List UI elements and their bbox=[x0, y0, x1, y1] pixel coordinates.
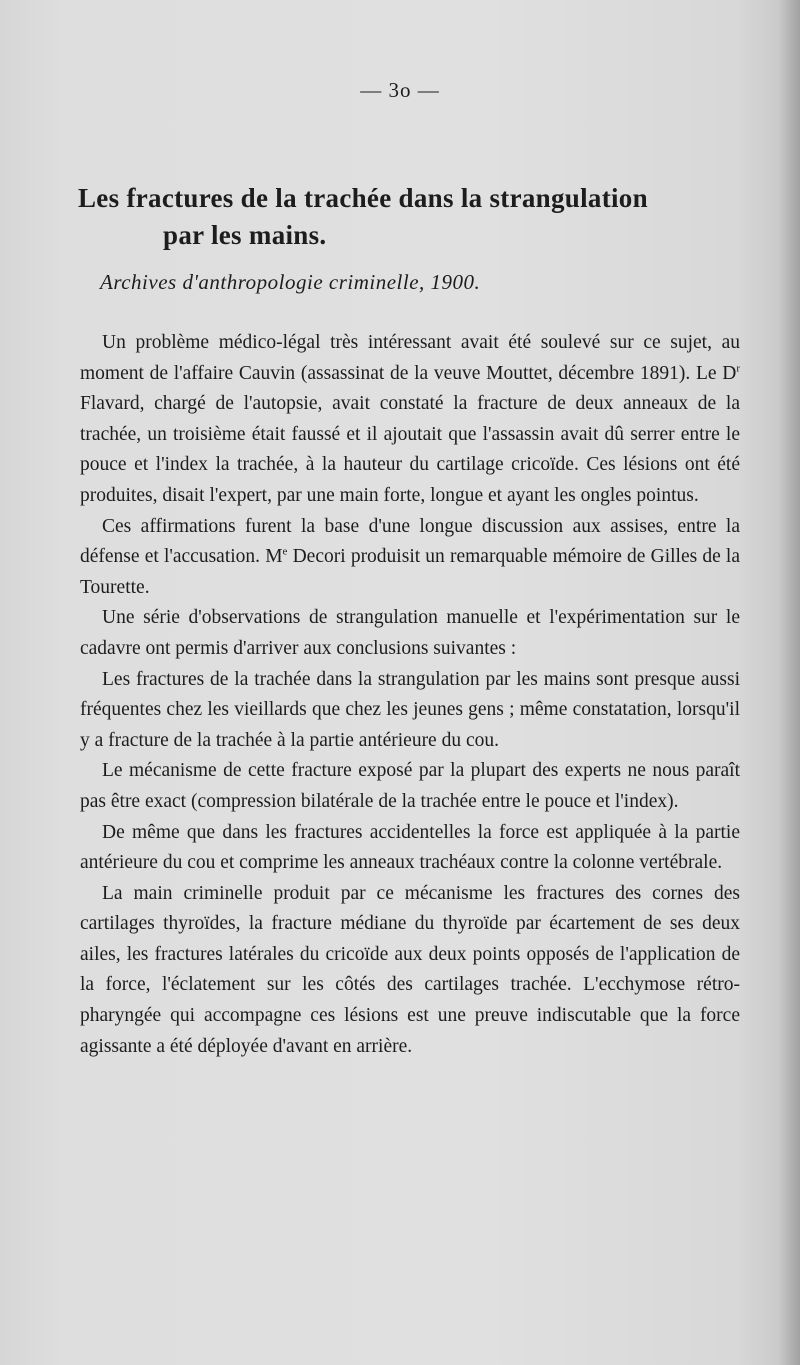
paragraph-1 bbox=[80, 328, 740, 512]
paragraph-7: La main criminelle produit par ce mécanisme les fractures des cornes des cartilages thyroïdes, la fracture médiane du thyroïde par écartement de ses deux ailes, les fractures latérales du cricoïde aux deux points opposés de l'application de la force, l'éclatement sur les côtés des cartilages trachée. L'ecchymose rétro-pharyngée qui accompagne ces lésions est une preuve indiscutable que la force agissante a été déployée d'avant en arrière. bbox=[80, 882, 740, 1057]
paragraph-1-part-b: Flavard, chargé de l'autopsie, avait constaté la fracture de deux anneaux de la trachée, un troisième était faussé et il ajoutait que l'assassin avait dû serrer entre le pouce et l'index la trachée, à la hauteur du cartilage cricoïde. Ces lésions ont été produites, disait l'expert, par une main forte, longue et ayant les ongles pointus. bbox=[80, 393, 740, 506]
title-line-1: Les fractures de la trachée dans la strangulation bbox=[78, 183, 648, 213]
paragraph-2 bbox=[80, 512, 740, 604]
paragraph-1-superscript: r bbox=[736, 362, 740, 375]
page-number: — 3o — bbox=[360, 78, 440, 102]
paragraph-1-part-a: Un problème médico-légal très intéressant avait été soulevé sur ce sujet, au moment de l'affaire Cauvin (assassinat de la veuve Mouttet, décembre 1891). Le D bbox=[80, 332, 740, 384]
paragraph-4: Les fractures de la trachée dans la strangulation par les mains sont presque aussi fréquentes chez les vieillards que chez les jeunes gens ; même constatation, lorsqu'il y a fracture de la trachée à la partie antérieure du cou. bbox=[80, 668, 740, 751]
title-line-2: par les mains. bbox=[163, 220, 327, 250]
page-edge-shadow bbox=[778, 0, 800, 1365]
article-title bbox=[78, 180, 738, 254]
article-body bbox=[80, 328, 740, 1062]
paragraph-2-part-b: Decori produisit un remarquable mémoire de Gilles de la Tourette. bbox=[80, 546, 740, 598]
paragraph-6: De même que dans les fractures accidentelles la force est appliquée à la partie antérieure du cou et comprime les anneaux trachéaux contre la colonne vertébrale. bbox=[80, 821, 740, 874]
paragraph-5: Le mécanisme de cette fracture exposé par la plupart des experts ne nous paraît pas être exact (compression bilatérale de la trachée entre le pouce et l'index). bbox=[80, 760, 740, 812]
paragraph-2-part-a: Ces affirmations furent la base d'une longue discussion aux assises, entre la défense et l'accusation. M bbox=[80, 515, 740, 568]
paragraph-3: Une série d'observations de strangulation manuelle et l'expérimentation sur le cadavre ont permis d'arriver aux conclusions suivantes : bbox=[80, 607, 740, 659]
paragraph-2-superscript: e bbox=[282, 545, 288, 558]
source-citation: Archives d'anthropologie criminelle, 1900. bbox=[100, 270, 481, 294]
